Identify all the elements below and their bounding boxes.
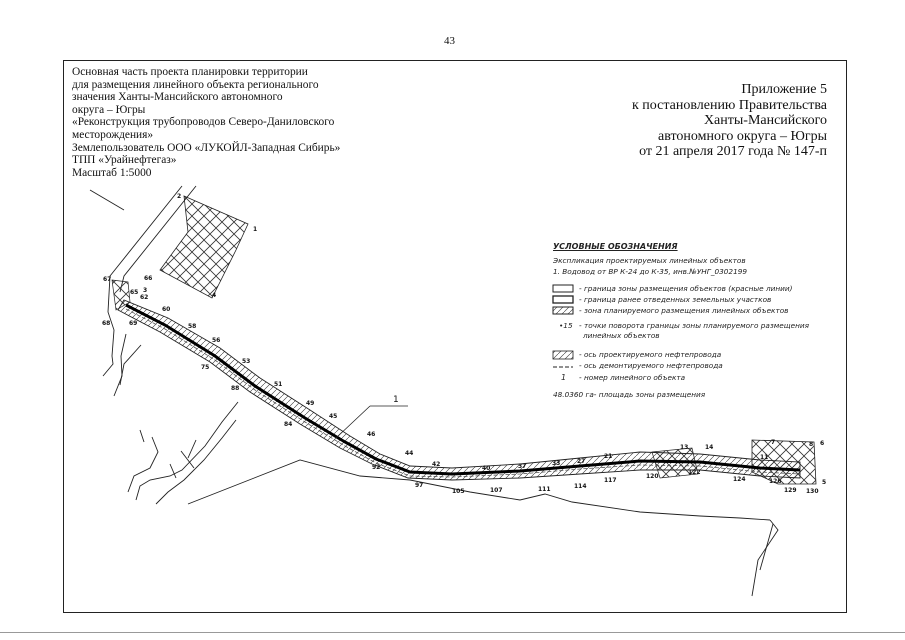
point-label: 46: [367, 431, 376, 438]
point-label: 111: [538, 486, 551, 493]
appendix-line: к постановлению Правительства: [631, 97, 827, 113]
scale-line: Масштаб 1:5000: [72, 166, 152, 179]
point-label: 37: [518, 463, 527, 470]
point-label: 129: [784, 487, 797, 494]
callout-leader: [336, 406, 370, 438]
point-label: 60: [162, 306, 171, 313]
point-label: 49: [306, 400, 315, 407]
legend-item: - точки поворота границы зоны планируемого размещения: [579, 321, 809, 330]
legend-symbol-allotted: [553, 296, 573, 303]
legend-object: 1. Водовод от ВР К-24 до К-35, инв.№УНГ_0302199: [553, 267, 748, 276]
point-label: 4: [212, 292, 217, 299]
legend-area: 48.0360 га- площадь зоны размещения: [553, 390, 706, 399]
legend-item: - ось проектируемого нефтепровода: [579, 350, 722, 359]
page-number: 43: [444, 35, 455, 47]
point-label: 5: [822, 479, 827, 486]
point-label: 117: [604, 477, 617, 484]
point-label: 51: [274, 381, 283, 388]
legend-explication: Экспликация проектируемых линейных объектов: [553, 256, 746, 265]
appendix-line: Ханты-Мансийского: [703, 113, 827, 128]
point-label: 7: [771, 439, 776, 446]
point-label: 97: [415, 482, 424, 489]
point-label: 40: [482, 465, 491, 472]
appendix-line: автономного округа – Югры: [658, 128, 827, 144]
point-label: 1: [253, 226, 258, 233]
point-label: 67: [103, 276, 112, 283]
legend-item: линейных объектов: [583, 331, 660, 340]
point-label: 58: [188, 323, 197, 330]
object-number-label: 1: [393, 395, 399, 405]
point-label: 44: [405, 450, 414, 457]
point-label: 122: [688, 469, 701, 476]
legend-item: - граница ранее отведенных земельных участков: [579, 295, 772, 304]
point-label: 88: [231, 385, 240, 392]
legend-heading: УСЛОВНЫЕ ОБОЗНАЧЕНИЯ: [553, 242, 678, 251]
point-label: 11: [760, 454, 769, 461]
point-label: 105: [452, 488, 465, 495]
point-label: 45: [329, 413, 338, 420]
point-label: 68: [102, 320, 111, 327]
title-line: Основная часть проекта планировки территории: [72, 66, 308, 78]
point-label: 27: [577, 458, 586, 465]
point-label: 75: [201, 364, 210, 371]
scan-edge: [0, 632, 905, 633]
appendix-line: от 21 апреля 2017 года № 147-п: [639, 144, 827, 159]
point-label: 126: [769, 478, 782, 485]
title-line: Землепользователь ООО «ЛУКОЙЛ-Западная Сибирь»: [72, 141, 341, 154]
point-label: 62: [140, 294, 149, 301]
legend-symbol-red-lines: [553, 285, 573, 292]
point-label: 92: [372, 464, 381, 471]
legend-item: - зона планируемого размещения линейных объектов: [579, 306, 789, 315]
legend-symbol-zone: [553, 307, 573, 314]
title-line: месторождения»: [72, 128, 154, 141]
title-line: округа – Югры: [72, 103, 146, 116]
legend-item: - ось демонтируемого нефтепровода: [579, 361, 723, 370]
point-label: 66: [144, 275, 153, 282]
title-line: ТПП «Урайнефтегаз»: [72, 154, 177, 167]
legend-symbol-axis: [553, 351, 573, 359]
point-label: 33: [552, 460, 561, 467]
point-label: 53: [242, 358, 251, 365]
point-label: 14: [705, 444, 714, 451]
point-label: 21: [604, 453, 613, 460]
point-label: 124: [733, 476, 746, 483]
point-label: 120: [646, 473, 659, 480]
point-label: 107: [490, 487, 503, 494]
point-label: 84: [284, 421, 293, 428]
legend-number-sample: 1: [561, 373, 567, 382]
point-label: 130: [806, 488, 819, 495]
point-label: 2: [177, 193, 182, 200]
legend-item: - номер линейного объекта: [579, 373, 686, 382]
point-label: 3: [143, 287, 148, 294]
legend-point-sample: •15: [559, 321, 573, 330]
hatched-zone: [160, 196, 248, 298]
point-label: 56: [212, 337, 221, 344]
title-line: значения Ханты-Мансийского автономного: [72, 91, 283, 104]
point-label: 42: [432, 461, 441, 468]
point-label: 65: [130, 289, 139, 296]
title-line: «Реконструкция трубопроводов Северо-Даниловского: [72, 116, 335, 129]
legend-item: - граница зоны размещения объектов (красные линии): [579, 284, 793, 293]
appendix-line: Приложение 5: [741, 82, 827, 97]
point-label: 8: [809, 441, 814, 448]
point-label: 69: [129, 320, 138, 327]
point-label: 6: [820, 440, 825, 447]
point-label: 114: [574, 483, 587, 490]
title-line: для размещения линейного объекта регионального: [72, 78, 319, 91]
point-label: 13: [680, 444, 689, 451]
